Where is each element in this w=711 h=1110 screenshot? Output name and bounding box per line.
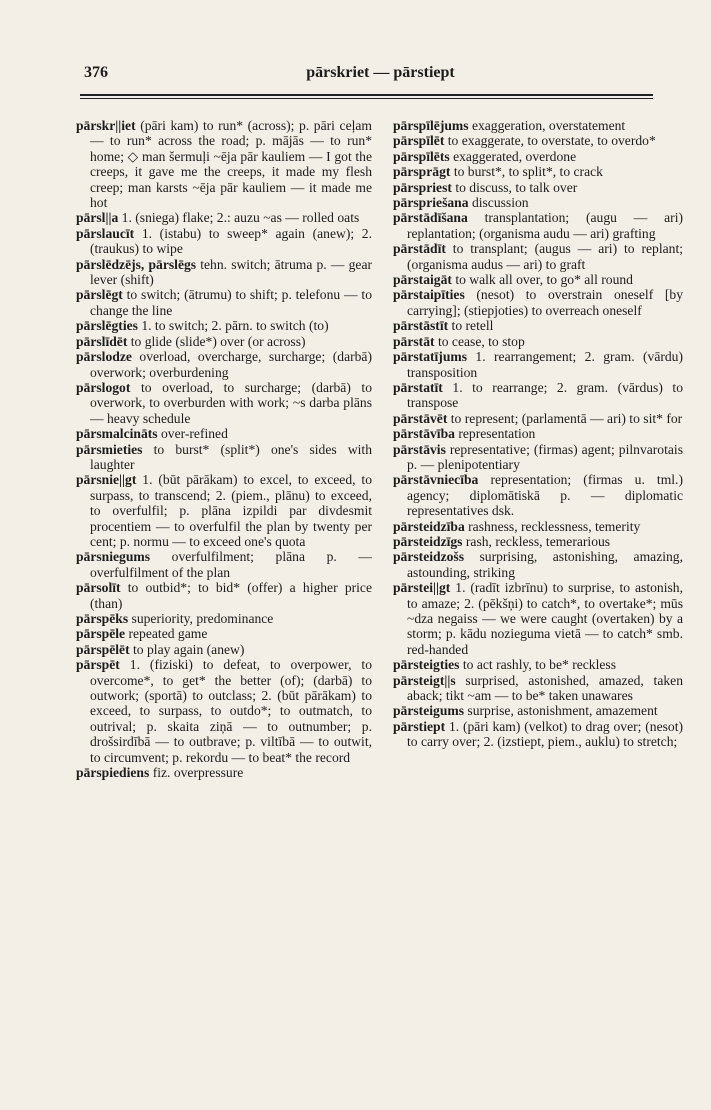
entry-definition: surprise, astonishment, amazement	[467, 703, 658, 719]
entry-definition: to exaggerate, to overstate, to overdo*	[447, 133, 656, 149]
entry-headword: pārspriešana	[393, 195, 469, 211]
dictionary-entry	[76, 657, 372, 765]
entry-headword: pārstatīt	[393, 379, 443, 395]
dictionary-entry	[76, 442, 372, 473]
entry-headword: pārstatījums	[393, 349, 468, 365]
entry-definition: (pāri kam) to run* (across); p. pāri ceļam — to run* across the road; p. mājās — to run* home; ◇ man šermuļi ~ēja pār kauliem — I got the creeps, it gave me the creeps, it made my flesh creep; man karsts ~ēja pār kauliem — it made me hot	[90, 118, 372, 211]
dictionary-entry	[393, 241, 683, 272]
dictionary-entry	[76, 426, 372, 441]
entry-definition: representation	[458, 426, 536, 442]
entry-definition: 1. (istabu) to sweep* again (anew); 2. (traukus) to wipe	[90, 225, 372, 257]
entry-headword: pārspīlējums	[393, 118, 469, 133]
entry-definition: 1. (būt pārākam) to excel, to exceed, to surpass, to transcend; 2. (piem., plānu) to exceed, to overfulfil; p. plāna izpildi par divdesmit procentiem — to overfulfil the plan by twenty per cent; p. normu — to exceed one's quota	[90, 472, 373, 549]
entry-definition: rashness, recklessness, temerity	[468, 518, 641, 534]
entry-headword: pārslīdēt	[76, 333, 128, 349]
entry-headword: pārsteidzīgs	[393, 533, 463, 549]
entry-definition: over-refined	[160, 426, 228, 442]
dictionary-entry	[393, 349, 683, 380]
entry-definition: exaggerated, overdone	[453, 148, 577, 164]
dictionary-entry	[76, 626, 372, 641]
dictionary-entry	[393, 334, 683, 349]
dictionary-entry	[393, 272, 683, 287]
entry-definition: to glide (slide*) over (or across)	[130, 333, 306, 349]
entry-definition: overload, overcharge, surcharge; (darbā) overwork; overburdening	[90, 349, 372, 380]
entry-definition: to discuss, to talk over	[455, 179, 578, 195]
entry-definition: to burst* (split*) one's sides with laughter	[90, 441, 372, 472]
dictionary-entry	[393, 411, 683, 426]
entry-definition: to represent; (parlamentā — ari) to sit* for	[450, 410, 683, 426]
entry-definition: 1. to switch; 2. pārn. to switch (to)	[141, 318, 329, 334]
dictionary-entry	[393, 534, 683, 549]
dictionary-entry	[76, 318, 372, 333]
entry-definition: 1. rearrangement; 2. gram. (vārdu) transposition	[407, 349, 683, 380]
entry-headword: pārstiept	[393, 718, 446, 734]
dictionary-entry	[393, 549, 683, 580]
dictionary-entry	[393, 703, 683, 718]
left-column	[76, 118, 372, 780]
dictionary-entry	[76, 226, 372, 257]
dictionary-entry	[76, 765, 372, 780]
entry-headword: pārstādīt	[393, 241, 446, 257]
entry-definition: to burst*, to split*, to crack	[453, 164, 603, 180]
entry-headword: pārsprāgt	[393, 164, 451, 180]
entry-headword: pārsteidzošs	[393, 549, 464, 565]
entry-definition: repeated game	[128, 626, 208, 642]
entry-definition: superiority, predominance	[131, 611, 274, 626]
entry-headword: pārstāstīt	[393, 318, 449, 334]
dictionary-entry	[393, 195, 683, 210]
entry-definition: to transplant; (augus — ari) to replant; (organisma audus — ari) to graft	[407, 241, 684, 272]
dictionary-entry	[393, 180, 683, 195]
dictionary-entry	[393, 519, 683, 534]
entry-definition: to retell	[451, 318, 494, 334]
entry-definition: to outbid*; to bid* (offer) a higher price (than)	[90, 580, 372, 611]
entry-headword: pārstāvība	[393, 426, 455, 442]
entry-headword: pārstāt	[393, 333, 435, 349]
entry-definition: to act rashly, to be* reckless	[462, 657, 616, 673]
dictionary-entry	[393, 657, 683, 672]
dictionary-entry	[393, 133, 683, 148]
entry-headword: pārsteigt||s	[393, 672, 456, 688]
entry-definition: transplantation; (augu — ari) replantation; (organisma audu — ari) grafting	[407, 210, 683, 241]
entry-headword: pārspēks	[76, 611, 129, 626]
entry-definition: 1. (radīt izbrīnu) to surprise, to astonish, to amaze; 2. (pēkšņi) to catch*, to overtake*; mūs ~dza negaiss — we were caught (overtaken) by a storm; p. kādu nozieguma vietā — to catch* smb. red-handed	[407, 580, 683, 657]
entry-headword: pārsteidzība	[393, 518, 465, 534]
entry-definition: representative; (firmas) agent; pilnvarotais p. — plenipotentiary	[407, 441, 683, 472]
dictionary-entry	[393, 318, 683, 333]
entry-headword: pārsteigties	[393, 657, 460, 673]
dictionary-entry	[393, 210, 683, 241]
dictionary-entry	[76, 210, 372, 225]
entry-headword: pārstei||gt	[393, 580, 451, 596]
dictionary-entry	[393, 442, 683, 473]
entry-definition: to switch; (ātrumu) to shift; p. telefonu — to change the line	[90, 287, 372, 318]
entry-definition: discussion	[471, 195, 529, 211]
dictionary-entry	[393, 426, 683, 441]
dictionary-entry	[393, 673, 683, 704]
dictionary-entry	[76, 118, 372, 210]
dictionary-entry	[76, 472, 372, 549]
dictionary-entry	[393, 472, 683, 518]
entry-definition: surprising, astonishing, amazing, astounding, striking	[407, 549, 683, 580]
page-header	[84, 64, 653, 94]
entry-definition: 1. (sniega) flake; 2.: auzu ~as — rolled oats	[121, 210, 360, 226]
entry-headword: pārskr||iet	[76, 118, 136, 133]
entry-headword: pārslaucīt	[76, 225, 135, 241]
dictionary-entry	[393, 287, 683, 318]
entry-headword: pārstaigāt	[393, 272, 452, 288]
entry-headword: pārsteigums	[393, 703, 464, 719]
entry-headword: pārstāvis	[393, 441, 446, 457]
entry-headword: pārstaipīties	[393, 287, 465, 303]
entry-definition: fiz. overpressure	[152, 765, 244, 781]
entry-headword: pārsolīt	[76, 580, 121, 596]
page-number: 376	[84, 64, 108, 81]
entry-headword: pārsmieties	[76, 441, 143, 457]
dictionary-entry	[76, 549, 372, 580]
dictionary-entry	[393, 164, 683, 179]
entry-headword: pārspēle	[76, 626, 126, 642]
dictionary-entry	[76, 380, 372, 426]
entry-definition: to walk all over, to go* all round	[455, 272, 633, 288]
entry-headword: pārstāvniecība	[393, 472, 479, 488]
entry-headword: pārspīlēt	[393, 133, 445, 149]
entry-headword: pārstādīšana	[393, 210, 468, 226]
entry-headword: pārspīlēts	[393, 148, 450, 164]
entry-definition: tehn. switch; ātruma p. — gear lever (shift)	[90, 256, 373, 288]
running-head: pārskriet — pārstiept	[306, 64, 455, 81]
dictionary-entry	[76, 287, 372, 318]
entry-headword: pārsnie||gt	[76, 472, 137, 488]
entry-definition: to overload, to surcharge; (darbā) to overwork, to overburden with work; ~s darba plāns — heavy schedule	[90, 379, 372, 426]
dictionary-entry	[76, 611, 372, 626]
header-rule	[80, 94, 653, 99]
entry-headword: pārspriest	[393, 179, 452, 195]
entry-definition: surprised, astonished, amazed, taken aback; tikt ~am — to be* taken unawares	[407, 672, 683, 704]
entry-definition: to play again (anew)	[133, 641, 245, 657]
entry-headword: pārslēgt	[76, 287, 123, 303]
dictionary-entry	[393, 580, 683, 657]
dictionary-entry	[76, 349, 372, 380]
entry-headword: pārspiediens	[76, 765, 150, 781]
dictionary-entry	[393, 380, 683, 411]
entry-headword: pārsmalcināts	[76, 426, 158, 442]
entry-definition: overfulfilment; plāna p. — overfulfilment of the plan	[90, 549, 372, 580]
entry-headword: pārsl||a	[76, 210, 119, 226]
entry-definition: rash, reckless, temerarious	[465, 533, 611, 549]
entry-definition: 1. to rearrange; 2. gram. (vārdus) to transpose	[407, 379, 683, 411]
dictionary-entry	[393, 149, 683, 164]
entry-headword: pārslēdzējs, pārslēgs	[76, 256, 197, 272]
dictionary-entry	[393, 719, 683, 750]
entry-headword: pārslodze	[76, 349, 132, 365]
entry-headword: pārslēgties	[76, 318, 138, 334]
entry-definition: 1. (pāri kam) (velkot) to drag over; (nesot) to carry over; 2. (izstiept, piem., auklu) to stretch;	[407, 718, 684, 750]
entry-headword: pārslogot	[76, 379, 131, 395]
entry-headword: pārstāvēt	[393, 410, 448, 426]
entry-definition: 1. (fiziski) to defeat, to overpower, to overcome*, to get* the better (of); (darbā) to outwork; (sportā) to outclass; 2. (būt pārākam) to exceed, to surpass, to outdo*; to outmatch, to outrival; p. skaita ziņā — to outnumber; p. drošsirdībā — to outbrave; p. viltībā — to outwit, to circumvent; p. rekordu — to beat* the record	[90, 657, 372, 765]
entry-headword: pārspēt	[76, 657, 120, 673]
entry-definition: representation; (firmas u. tml.) agency; diplomātiskā p. — diplomatic representatives dsk.	[407, 472, 683, 519]
dictionary-entry	[76, 580, 372, 611]
entry-definition: (nesot) to overstrain oneself [by carrying]; (stiepjoties) to overreach oneself	[407, 287, 683, 318]
entry-definition: exaggeration, overstatement	[471, 118, 626, 133]
dictionary-entry	[76, 257, 372, 288]
dictionary-entry	[393, 118, 683, 133]
entry-headword: pārspēlēt	[76, 641, 130, 657]
dictionary-entry	[76, 334, 372, 349]
entry-definition: to cease, to stop	[437, 333, 525, 349]
dictionary-entry	[76, 642, 372, 657]
entry-headword: pārsniegums	[76, 549, 151, 565]
right-column	[393, 118, 683, 750]
